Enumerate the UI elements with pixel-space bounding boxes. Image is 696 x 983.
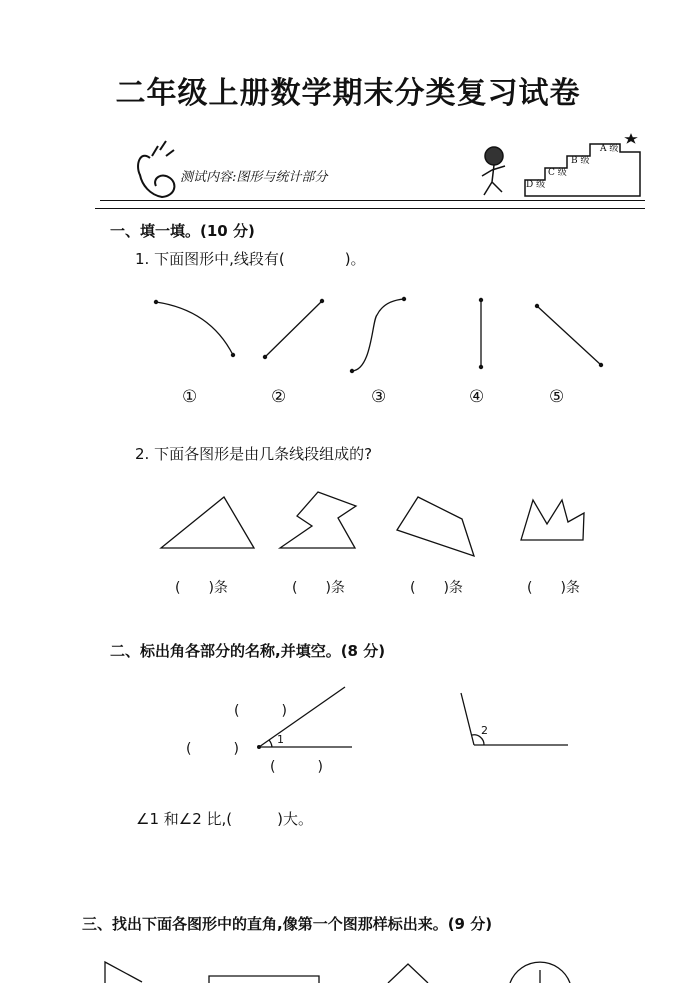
section2-heading: 二、标出角各部分的名称,并填空。(8 分) <box>110 642 386 660</box>
figure-label-1: ① <box>182 387 198 407</box>
section1-heading: 一、填一填。(10 分) <box>110 222 255 240</box>
level-c-label: C 级 <box>548 168 567 178</box>
rectangle-figure <box>209 976 319 983</box>
compare-question: ∠1 和∠2 比,( )大。 <box>136 810 313 828</box>
level-d-label: D 级 <box>526 180 546 190</box>
question-1: 1. 下面图形中,线段有( )。 <box>135 250 366 268</box>
answer-blank-3[interactable]: ( )条 <box>410 580 463 596</box>
diamond-figure <box>388 964 428 983</box>
question-2: 2. 下面各图形是由几条线段组成的? <box>135 445 373 463</box>
answer-blank-4[interactable]: ( )条 <box>527 580 580 596</box>
figure-label-4: ④ <box>469 387 485 407</box>
topic-text: 测试内容:图形与统计部分 <box>180 170 328 185</box>
vertex-side-blank-top[interactable]: ( ) <box>234 703 287 719</box>
figure-label-5: ⑤ <box>549 387 565 407</box>
page-title: 二年级上册数学期末分类复习试卷 <box>115 76 581 111</box>
angle1-label: 1 <box>277 733 284 746</box>
angle2-label: 2 <box>481 724 488 737</box>
level-b-label: B 级 <box>571 156 590 166</box>
figure-label-2: ② <box>271 387 287 407</box>
vertex-blank-left[interactable]: ( ) <box>186 741 239 757</box>
section3-heading: 三、找出下面各图形中的直角,像第一个图那样标出来。(9 分) <box>82 915 493 933</box>
answer-blank-1[interactable]: ( )条 <box>175 580 228 596</box>
figure-label-3: ③ <box>371 387 387 407</box>
level-a-label: A 级 <box>600 144 619 154</box>
circle-figure <box>510 962 570 983</box>
triangle-figure <box>105 962 142 983</box>
side-blank-bottom[interactable]: ( ) <box>270 759 323 775</box>
answer-blank-2[interactable]: ( )条 <box>292 580 345 596</box>
